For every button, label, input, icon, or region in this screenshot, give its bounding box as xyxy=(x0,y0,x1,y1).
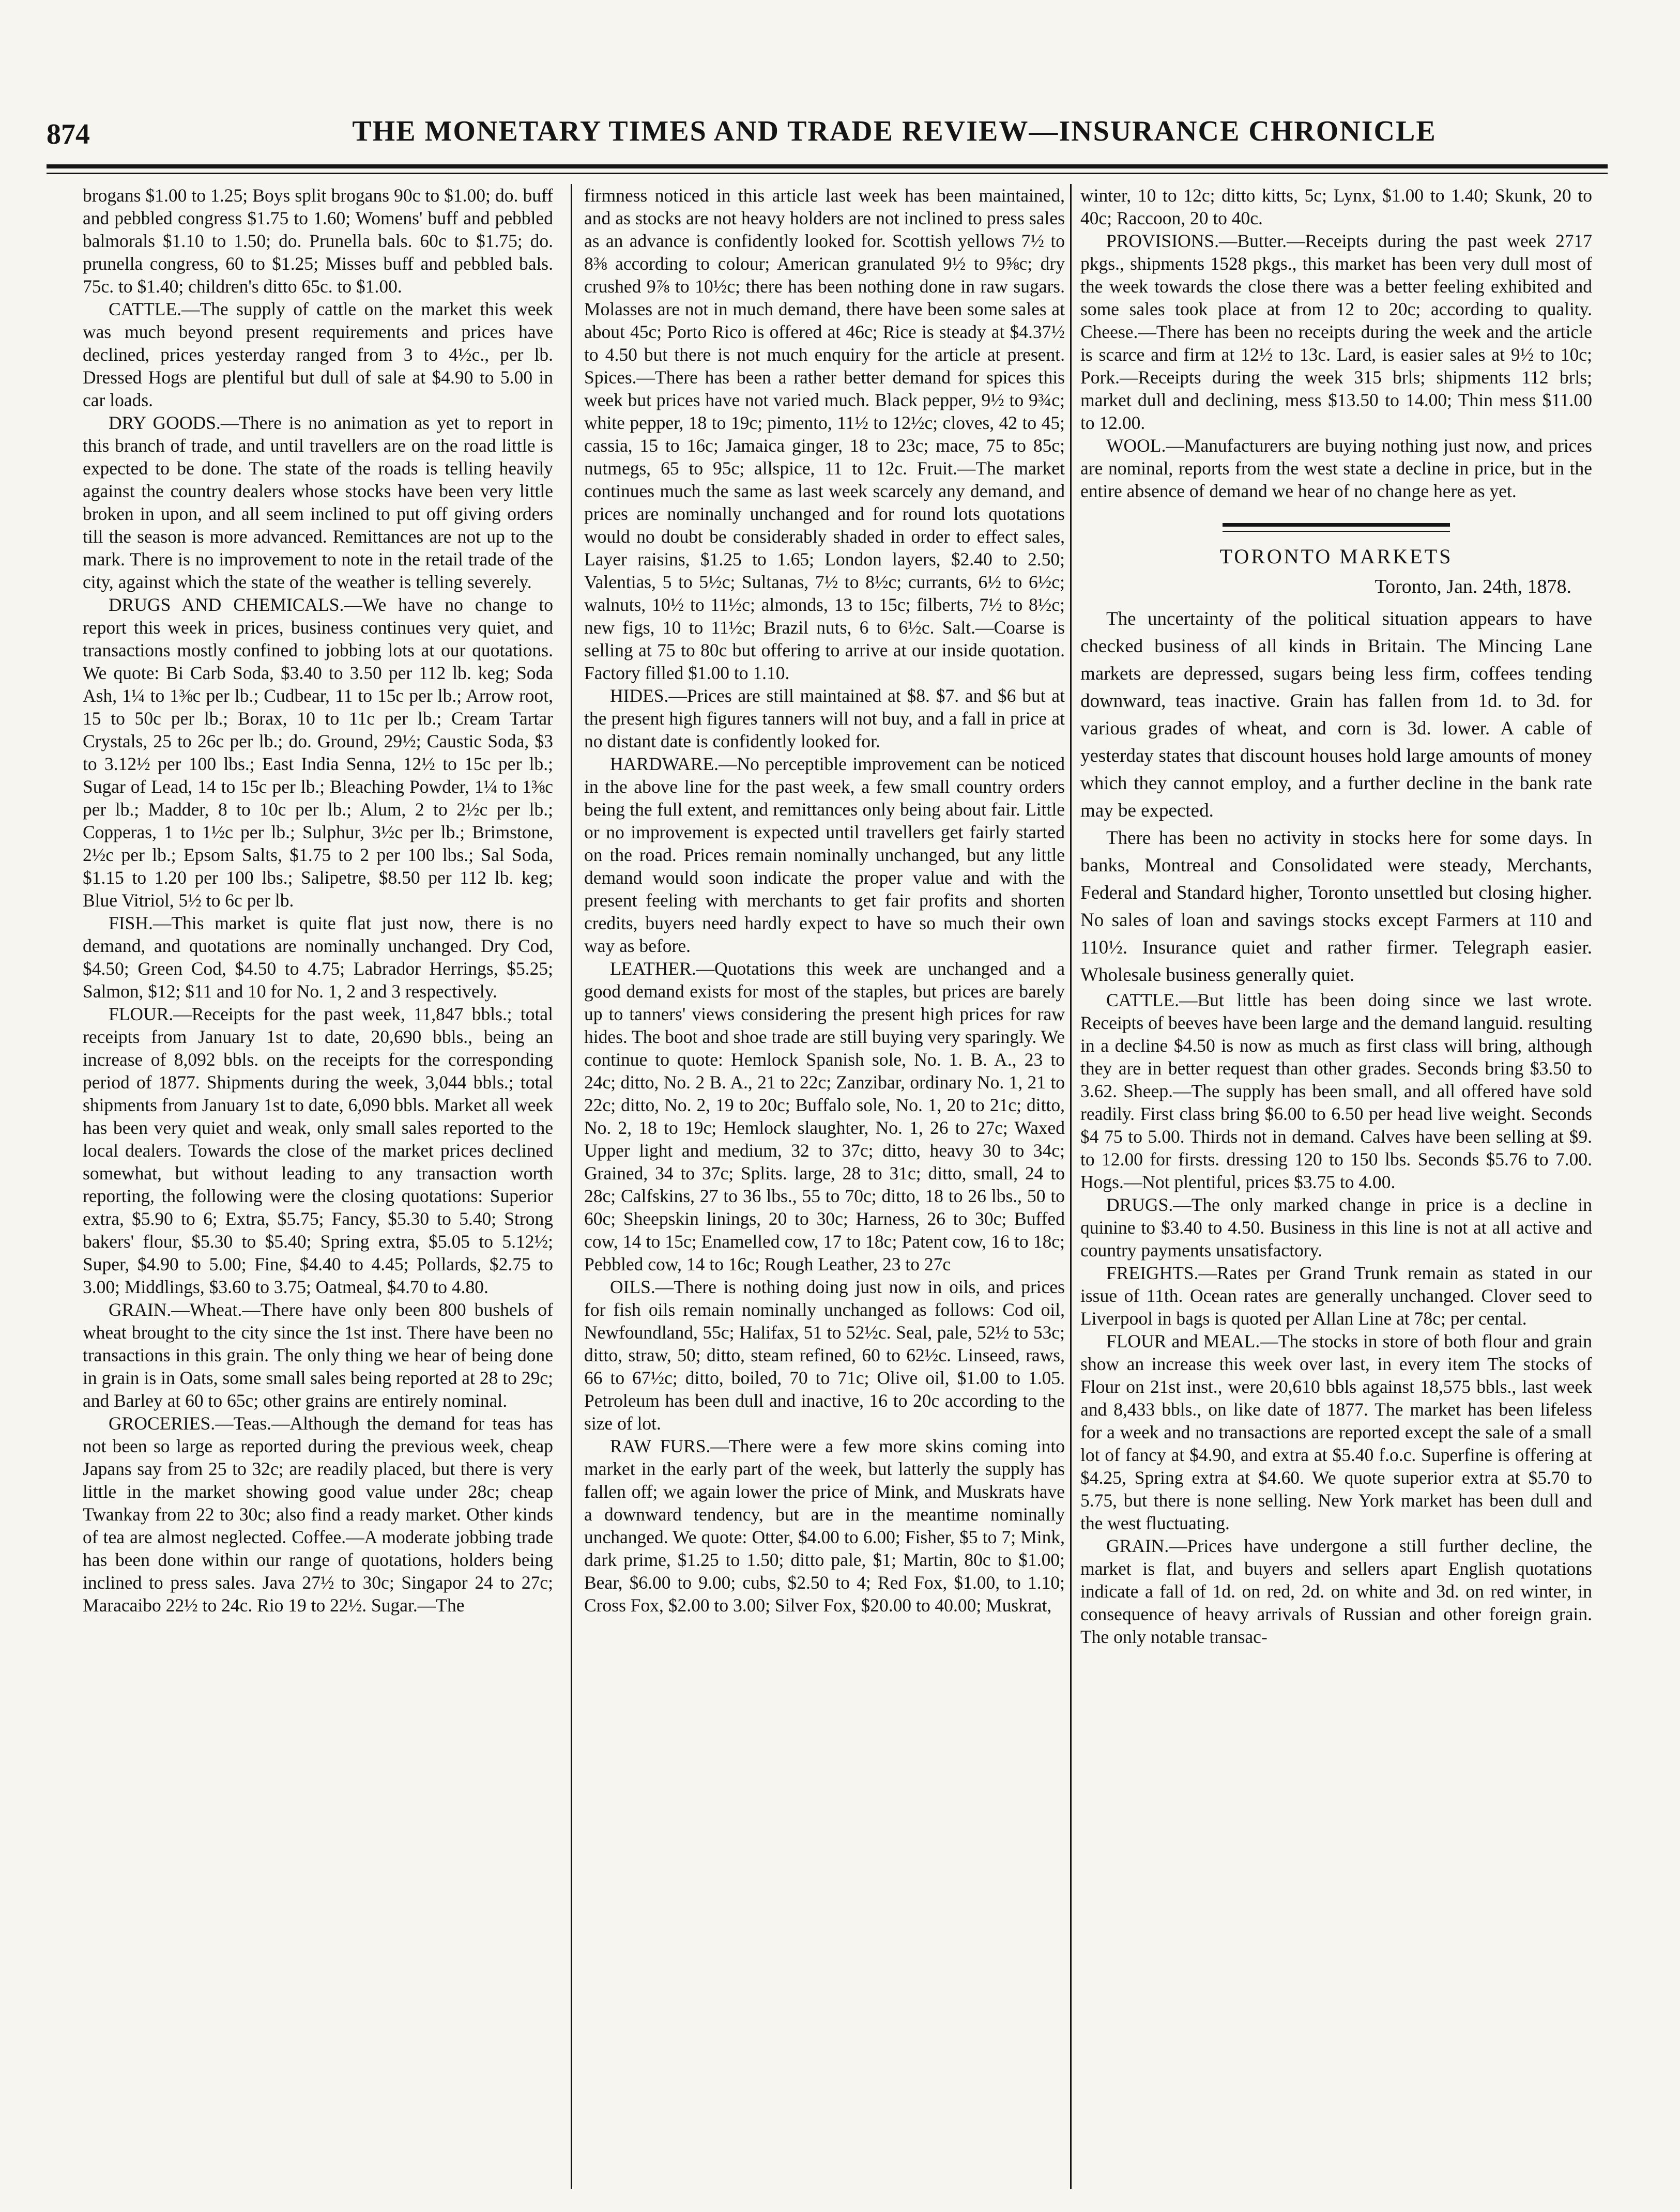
paragraph-fish: FISH.—This market is quite flat just now, there is no demand, and quotations are nominally unchanged. Dry Cod, $4.50; Green Cod, $4.50 to 4.75; Labrador Herrings, $5.25; Salmon, $12; $11 and 10 for No. 1, 2 and 3 respectively. xyxy=(83,913,553,1002)
paragraph-dry-goods: DRY GOODS.—There is no animation as yet to report in this branch of trade, and until travellers are on the road little is expected to be done. The state of the roads is telling heavily against the country dealers whose stocks have been very little broken in upon, and all seem inclined to put off giving orders till the season is more advanced. Remittances are not up to the mark. There is no improvement to note in the retail trade of the city, against which the state of the weather is telling severely. xyxy=(83,412,553,592)
paragraph-provisions: PROVISIONS.—Butter.—Receipts during the past week 2717 pkgs., shipments 1528 pkgs., this market has been very dull most of the week towards the close there was a better feeling exhibited and some sales took place at from 12 to 20c; according to quality. Cheese.—There has been no receipts during the week and the article is scarce and firm at 12½ to 13c. Lard, is easier sales at 9½ to 10c; Pork.—Receipts during the week 315 brls; shipments 112 brls; market dull and declining, mess $13.50 to 14.00; Thin mess $11.00 to 12.00. xyxy=(1080,231,1592,433)
paragraph-toronto-drugs: DRUGS.—The only marked change in price is a decline in quinine to $3.40 to 4.50. Business in this line is not at all active and country payments unsatisfactory. xyxy=(1080,1194,1592,1261)
masthead-title: THE MONETARY TIMES AND TRADE REVIEW—INSURANCE CHRONICLE xyxy=(352,115,1437,147)
section-rule xyxy=(1223,523,1450,527)
dateline: Toronto, Jan. 24th, 1878. xyxy=(1374,576,1571,597)
paragraph-toronto-cattle: CATTLE.—But little has been doing since we last wrote. Receipts of beeves have been large and the demand languid. resulting in a decline $4.50 is now as much as first class will bring, although they are in better request than other grades. Seconds bring $3.50 to 3.62. Sheep.—The supply has been small, and all offered have sold readily. First class bring $6.00 to 6.50 per head live weight. Seconds $4 75 to 5.00. Thirds not in demand. Calves have been selling at $9. to 12.00 for firsts. dressing 120 to 150 lbs. Seconds $5.76 to 7.00. Hogs.—Not plentiful, prices $3.75 to 4.00. xyxy=(1080,990,1592,1192)
paragraph-hardware: HARDWARE.—No perceptible improvement can be noticed in the above line for the past week, a few small country orders being the full extent, and remittances only being about fair. Little or no improvement is expected until travellers get fairly started on the road. Prices remain nominally unchanged, but any little demand would soon indicate the proper value and with the present feeling with merchants to get fair profits and shorten credits, buyers need hardly expect to have so much their own way as before. xyxy=(584,754,1065,956)
column-divider xyxy=(571,184,572,2189)
paragraph-wool: WOOL.—Manufacturers are buying nothing just now, and prices are nominal, reports from the west state a decline in price, but in the entire absence of demand we hear of no change here as yet. xyxy=(1080,435,1592,501)
paragraph-hides: HIDES.—Prices are still maintained at $8. $7. and $6 but at the present high figures tanners will not buy, and a fall in price at no distant date is confidently looked for. xyxy=(584,685,1065,751)
column-2 xyxy=(584,184,1065,2189)
header-rule-thin xyxy=(47,173,1608,174)
paragraph-cattle: CATTLE.—The supply of cattle on the market this week was much beyond present requirements and prices have declined, prices yesterday ranged from 3 to 4½c., per lb. Dressed Hogs are plentiful but dull of sale at $4.90 to 5.00 in car loads. xyxy=(83,299,553,410)
paragraph-leather: LEATHER.—Quotations this week are unchanged and a good demand exists for most of the staples, but prices are barely up to tanners' views considering the present high prices for raw hides. The boot and shoe trade are still buying very sparingly. We continue to quote: Hemlock Spanish sole, No. 1. B. A., 23 to 24c; ditto, No. 2 B. A., 21 to 22c; Zanzibar, ordinary No. 1, 21 to 22c; ditto, No. 2, 19 to 20c; Buffalo sole, No. 1, 20 to 21c; ditto, No. 2, 18 to 19c; Hemlock slaughter, No. 1, 26 to 27c; Waxed Upper light and medium, 32 to 37c; ditto, heavy 30 to 34c; Grained, 34 to 37c; Splits. large, 28 to 31c; ditto, small, 24 to 28c; Calfskins, 27 to 36 lbs., 55 to 70c; ditto, 18 to 26 lbs., 50 to 60c; Sheepskin linings, 20 to 30c; Harness, 26 to 30c; Buffed cow, 14 to 15c; Enamelled cow, 17 to 18c; Patent cow, 16 to 18c; Pebbled cow, 14 to 16c; Rough Leather, 23 to 27c xyxy=(584,958,1065,1274)
section-heading-toronto-markets: TORONTO MARKETS xyxy=(1219,545,1453,568)
paragraph-toronto-freights: FREIGHTS.—Rates per Grand Trunk remain as stated in our issue of 11th. Ocean rates are generally unchanged. Clover seed to Liverpool in bags is quoted per Allan Line at 78c; per cental. xyxy=(1080,1263,1592,1329)
toronto-intro xyxy=(1080,605,1592,989)
column-3 xyxy=(1080,184,1592,2189)
paragraph-raw-furs: RAW FURS.—There were a few more skins coming into market in the early part of the week, but latterly the supply has fallen off; we again lower the price of Mink, and Muskrats have a downward tendency, but are in the meantime nominally unchanged. We quote: Otter, $4.00 to 6.00; Fisher, $5 to 7; Mink, dark prime, $1.25 to 1.50; ditto pale, $1; Martin, 80c to $1.00; Bear, $6.00 to 9.00; cubs, $2.50 to 4; Red Fox, $1.00, to 1.10; Cross Fox, $2.00 to 3.00; Silver Fox, $20.00 to 40.00; Muskrat, xyxy=(584,1436,1065,1616)
column-divider xyxy=(1070,184,1072,2189)
paragraph-groceries: GROCERIES.—Teas.—Although the demand for teas has not been so large as reported during the previous week, cheap Japans say from 25 to 32c; are readily placed, but there is very little in the market showing good value under 28c; cheap Twankay from 22 to 30c; also find a ready market. Other kinds of tea are almost neglected. Coffee.—A moderate jobbing trade has been done within our range of quotations, holders being inclined to press sales. Java 27½ to 30c; Singapor 24 to 27c; Maracaibo 22½ to 24c. Rio 19 to 22½. Sugar.—The xyxy=(83,1413,553,1616)
section-rule-thin xyxy=(1223,531,1450,532)
paragraph-toronto-grain: GRAIN.—Prices have undergone a still further decline, the market is flat, and buyers and sellers apart English quotations indicate a fall of 1d. on red, 2d. on white and 3d. on red winter, in consequence of heavy arrivals of Russian and other foreign grain. The only notable transac- xyxy=(1080,1535,1592,1647)
paragraph-political-situation: The uncertainty of the political situation appears to have checked business of all kinds in Britain. The Mincing Lane markets are depressed, sugars being less firm, coffees tending downward, teas inactive. Grain has fallen from 1d. to 3d. for various grades of wheat, and corn is 3d. lower. A cable of yesterday states that discount houses hold large amounts of money which they cannot employ, and a further decline in the bank rate may be expected. xyxy=(1080,608,1592,821)
paragraph-drugs-chemicals: DRUGS AND CHEMICALS.—We have no change to report this week in prices, business continues very quiet, and transactions mostly confined to jobbing lots at our quotations. We quote: Bi Carb Soda, $3.40 to 3.50 per 112 lb. keg; Soda Ash, 1¼ to 1⅜c per lb.; Cudbear, 11 to 15c per lb.; Arrow root, 15 to 50c per lb.; Borax, 10 to 11c per lb.; Cream Tartar Crystals, 25 to 26c per lb.; do. Ground, 29½; Caustic Soda, $3 to 3.12½ per 100 lbs.; East India Senna, 12½ to 15c per lb.; Sugar of Lead, 14 to 15c per lb.; Bleaching Powder, 1¼ to 1⅜c per lb.; Madder, 8 to 10c per lb.; Alum, 2 to 2½c per lb.; Copperas, 1 to 1½c per lb.; Sulphur, 3½c per lb.; Brimstone, 2½c per lb.; Epsom Salts, $1.75 to 2 per 100 lbs.; Sal Soda, $1.15 to 1.20 per 100 lbs.; Salipetre, $8.50 per 112 lb. keg; Blue Vitriol, 5½ to 6c per lb. xyxy=(83,594,553,911)
paragraph-stocks: There has been no activity in stocks here for some days. In banks, Montreal and Consolidated were steady, Merchants, Federal and Standard higher, Toronto unsettled but closing higher. No sales of loan and savings stocks except Farmers at 110 and 110½. Insurance quiet and rather firmer. Telegraph easier. Wholesale business generally quiet. xyxy=(1080,827,1592,986)
header-rule xyxy=(47,164,1608,168)
paragraph-toronto-flour-meal: FLOUR and MEAL.—The stocks in store of both flour and grain show an increase this week over last, in every item The stocks of Flour on 21st inst., were 20,610 bbls against 18,575 bbls., last week and 8,433 bbls., on like date of 1877. The market has been lifeless for a week and no transactions are reported except the sale of a small lot of fancy at $4.90, and extra at $5.40 f.o.c. Superfine is offering at $4.25, Spring extra at $4.60. We quote superior extra at $5.70 to 5.75, but there is none selling. New York market has been dull and the west fluctuating. xyxy=(1080,1331,1592,1533)
paragraph-boots-shoes: brogans $1.00 to 1.25; Boys split brogans 90c to $1.00; do. buff and pebbled congress $1.75 to 1.60; Womens' buff and pebbled balmorals $1.10 to 1.50; do. Prunella bals. 60c to $1.75; do. prunella congress, 60 to $1.25; Misses buff and pebbled bals. 75c. to $1.40; children's ditto 65c. to $1.00. xyxy=(83,185,553,297)
paragraph-oils: OILS.—There is nothing doing just now in oils, and prices for fish oils remain nominally unchanged as follows: Cod oil, Newfoundland, 55c; Halifax, 51 to 52½c. Seal, pale, 52½ to 53c; ditto, straw, 50; ditto, steam refined, 60 to 62½c. Linseed, raws, 66 to 67½c; ditto, boiled, 70 to 71c; Olive oil, $1.00 to 1.05. Petroleum has been dull and inactive, 16 to 20c according to the size of lot. xyxy=(584,1277,1065,1434)
paragraph-flour: FLOUR.—Receipts for the past week, 11,847 bbls.; total receipts from January 1st to date, 20,690 bbls., being an increase of 8,092 bbls. on the receipts for the corresponding period of 1877. Shipments during the week, 3,044 bbls.; total shipments from January 1st to date, 6,090 bbls. Market all week has been very quiet and weak, only small sales reported to the local dealers. Towards the close of the market prices declined somewhat, but without leading to any transaction worth reporting, the following were the closing quotations: Superior extra, $5.90 to 6; Extra, $5.75; Fancy, $5.30 to 5.40; Strong bakers' flour, $5.30 to $5.40; Spring extra, $5.05 to 5.12½; Super, $4.90 to 5.00; Fine, $4.40 to 4.45; Pollards, $2.75 to 3.00; Middlings, $3.60 to 3.75; Oatmeal, $4.70 to 4.80. xyxy=(83,1004,553,1297)
paragraph-grain: GRAIN.—Wheat.—There have only been 800 bushels of wheat brought to the city since the 1st inst. There have been no transactions in this grain. The only thing we hear of being done in grain is in Oats, some small sales being reported at 28 to 29c; and Barley at 60 to 65c; other grains are entirely nominal. xyxy=(83,1299,553,1411)
page-number: 874 xyxy=(47,118,90,150)
column-1 xyxy=(83,184,553,2189)
paragraph-furs-continued: winter, 10 to 12c; ditto kitts, 5c; Lynx, $1.00 to 1.40; Skunk, 20 to 40c; Raccoon, 20 to 40c. xyxy=(1080,185,1592,228)
paragraph-sugar-spices-fruit: firmness noticed in this article last week has been maintained, and as stocks are not heavy holders are not inclined to press sales as an advance is confidently looked for. Scottish yellows 7½ to 8⅜ according to colour; American granulated 9½ to 9⅝c; dry crushed 9⅞ to 10½c; there has been nothing done in raw sugars. Molasses are not in much demand, there have been some sales at about 45c; Porto Rico is offered at 46c; Rice is steady at $4.37½ to 4.50 but there is not much enquiry for the article at present. Spices.—There has been a rather better demand for spices this week but prices have not varied much. Black pepper, 9½ to 9¾c; white pepper, 18 to 19c; pimento, 11½ to 12½c; cloves, 42 to 45; cassia, 15 to 16c; Jamaica ginger, 18 to 23c; mace, 75 to 85c; nutmegs, 65 to 95c; allspice, 11 to 12c. Fruit.—The market continues much the same as last week scarcely any demand, and prices are nominally unchanged and for round lots quotations would no doubt be considerably shaded in order to effect sales, Layer raisins, $1.25 to 1.65; London layers, $2.40 to 2.50; Valentias, 5 to 5½c; Sultanas, 7½ to 8½c; currants, 6½ to 6½c; walnuts, 10½ to 11½c; almonds, 13 to 15c; filberts, 7½ to 8½c; new figs, 10 to 11½c; Brazil nuts, 6 to 6½c. Salt.—Coarse is selling at 75 to 80c but offering to arrive at our inside quotation. Factory filled $1.00 to 1.10. xyxy=(584,185,1065,683)
